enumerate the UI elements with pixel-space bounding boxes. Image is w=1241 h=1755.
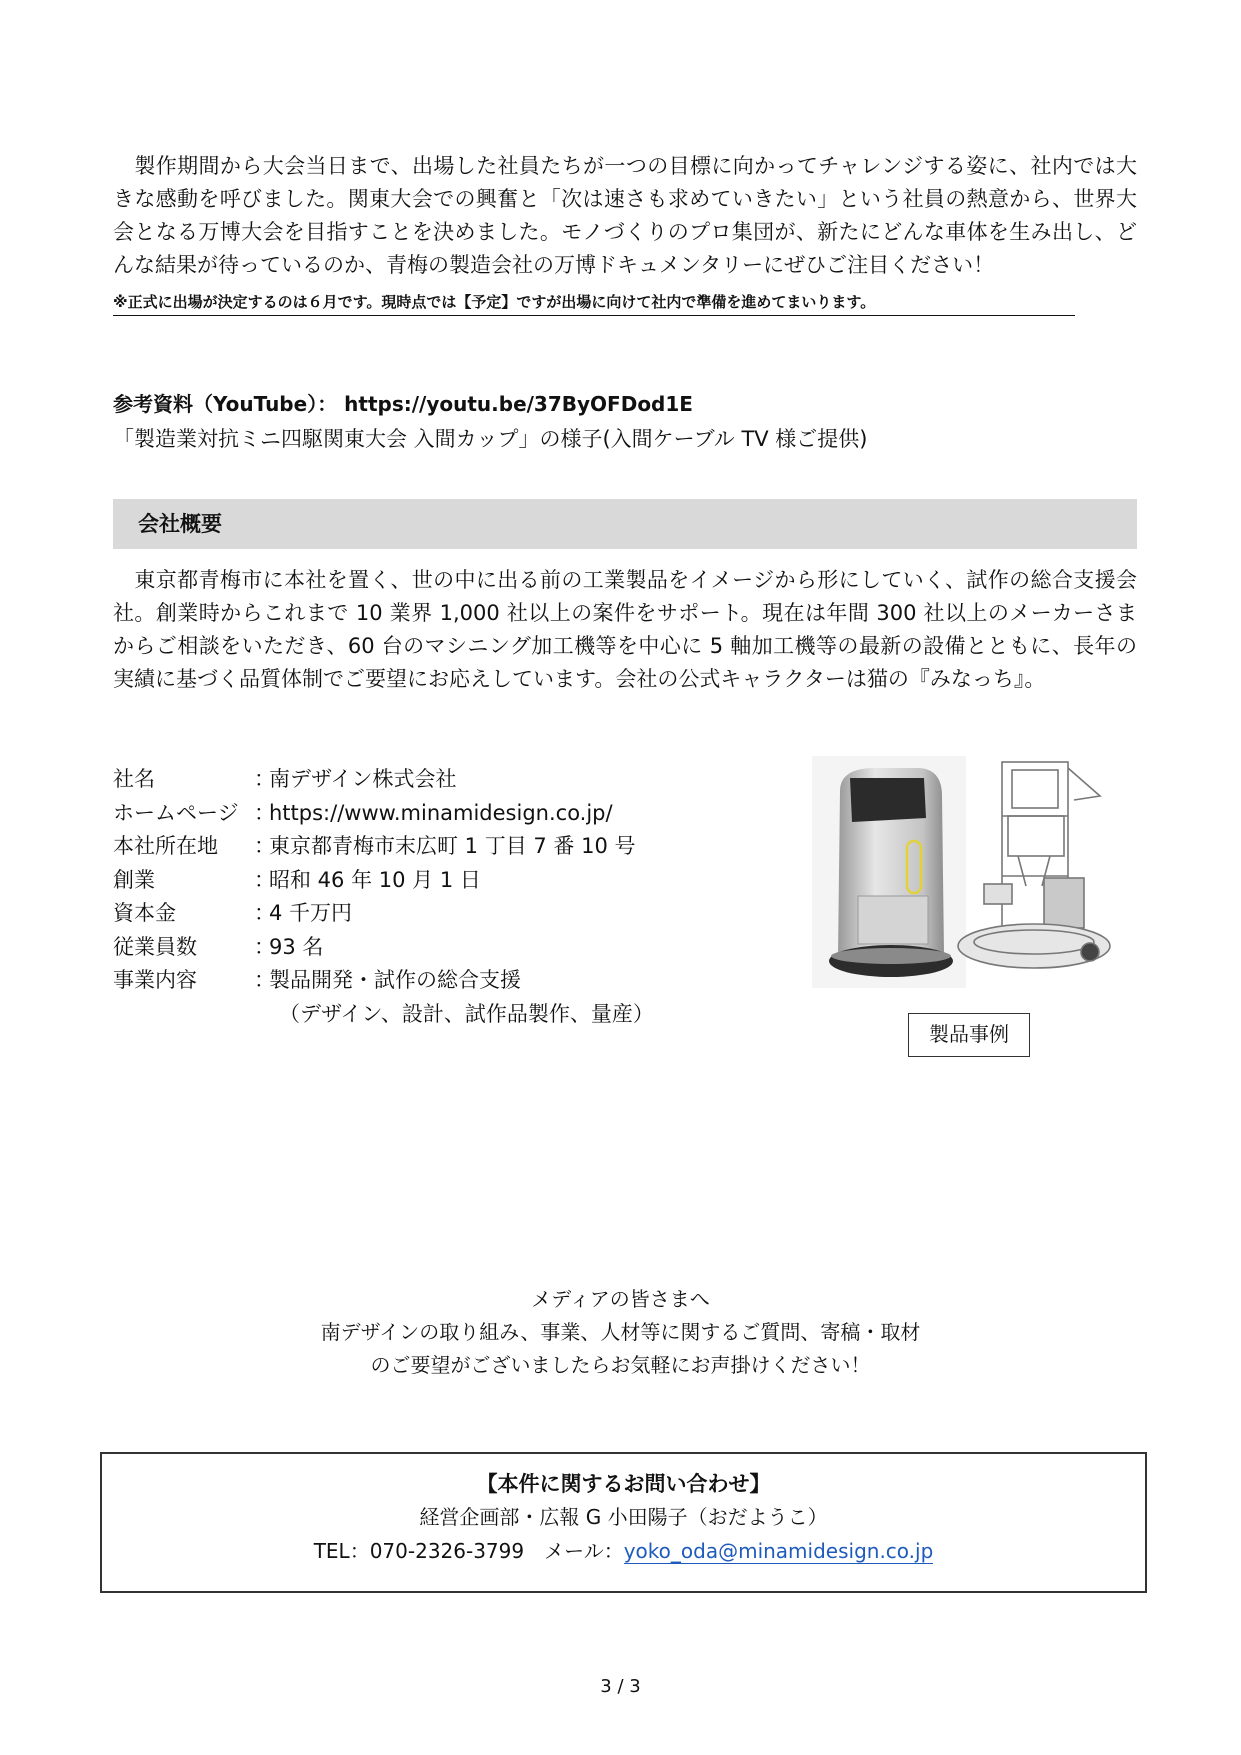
info-value: 東京都青梅市末広町 1 丁目 7 番 10 号 [269, 834, 636, 858]
media-line-2: 南デザインの取り組み、事業、人材等に関するご質問、寄稿・取材 [320, 1320, 921, 1344]
info-label: 従業員数 [113, 934, 197, 959]
info-label: 創業 [113, 867, 155, 892]
info-row-founded [113, 864, 654, 898]
robot-chassis-frame-illustration [958, 762, 1110, 968]
info-label: ホームページ [113, 800, 239, 825]
info-value: 昭和 46 年 10 月 1 日 [269, 867, 481, 892]
info-row-capital [113, 897, 654, 931]
info-separator: ： [254, 901, 275, 925]
contact-person: 経営企画部・広報 G 小田陽子（おだようこ） [419, 1505, 828, 1529]
reference-description: 「製造業対抗ミニ四駆関東大会 入間カップ」の様子(入間ケーブル TV 様ご提供) [113, 427, 868, 451]
info-separator: ： [254, 934, 275, 959]
info-label: 本社所在地 [113, 834, 218, 858]
info-separator: ： [254, 834, 275, 858]
info-label: 資本金 [113, 901, 176, 925]
section-heading-company-overview: 会社概要 [113, 499, 1137, 549]
homepage-link[interactable]: https://www.minamidesign.co.jp/ [269, 800, 613, 825]
business-detail: （デザイン、設計、試作品製作、量産） [279, 1001, 654, 1026]
page-number: 3 / 3 [600, 1676, 641, 1697]
info-row-address [113, 830, 654, 864]
company-info-table [113, 763, 654, 1031]
info-separator: ： [254, 968, 275, 992]
info-separator: ： [254, 867, 275, 892]
reference-title: 参考資料（YouTube）： https://youtu.be/37ByOFDod1E [113, 392, 693, 416]
info-row-employees [113, 931, 654, 965]
info-row-homepage [113, 797, 654, 831]
media-line-1: メディアの皆さまへ [531, 1287, 710, 1311]
entry-note: ※正式に出場が決定するのは６月です。現時点では【予定】ですが出場に向けて社内で準備を進めてまいります。 [113, 292, 1075, 316]
media-line-3: のご要望がございましたらお気軽にお声掛けください！ [370, 1353, 871, 1377]
info-value: 製品開発・試作の総合支援 [269, 968, 521, 992]
contact-tel-line [102, 1534, 1145, 1568]
contact-tel: TEL：070-2326-3799 メール： [313, 1539, 624, 1563]
info-label: 事業内容 [113, 968, 197, 992]
info-row-business [113, 964, 654, 998]
intro-paragraph: 製作期間から大会当日まで、出場した社員たちが一つの目標に向かってチャレンジする姿に、社内では大きな感動を呼びました。関東大会での興奮と「次は速さも求めていきたい」という社員の熱意から、世界大会となる万博大会を目指すことを決めました。モノづくりのプロ集団が、新たにどんな車体を生み出し、どんな結果が待っているのか、青梅の製造会社の万博ドキュメンタリーにぜひご注目ください！ [113, 154, 1137, 277]
overview-paragraph: 東京都青梅市に本社を置く、世の中に出る前の工業製品をイメージから形にしていく、試作の総合支援会社。創業時からこれまで 10 業界 1,000 社以上の案件をサポート。現在は年間 300 社以上のメーカーさまからご相談をいただき、60 台のマシニング加工機等を中心に 5 軸加工機等の最新の設備とともに、長年の実績に基づく品質体制でご要望にお応えしています。会社の公式キャラクターは猫の『みなっち』。 [113, 568, 1137, 691]
contact-title: 【本件に関するお問い合わせ】 [476, 1472, 771, 1496]
info-value: 南デザイン株式会社 [269, 767, 457, 791]
info-row-name [113, 763, 654, 797]
info-separator: ： [254, 767, 275, 791]
info-label: 社名 [113, 767, 155, 791]
product-example-caption: 製品事例 [908, 1013, 1030, 1057]
info-value: 4 千万円 [269, 901, 353, 925]
delivery-robot-illustration [812, 756, 966, 988]
product-example-image [812, 756, 1122, 988]
contact-email-link[interactable]: yoko_oda@minamidesign.co.jp [623, 1539, 934, 1563]
info-value: 93 名 [269, 934, 324, 959]
contact-box [100, 1452, 1147, 1593]
info-separator: ： [254, 800, 275, 825]
